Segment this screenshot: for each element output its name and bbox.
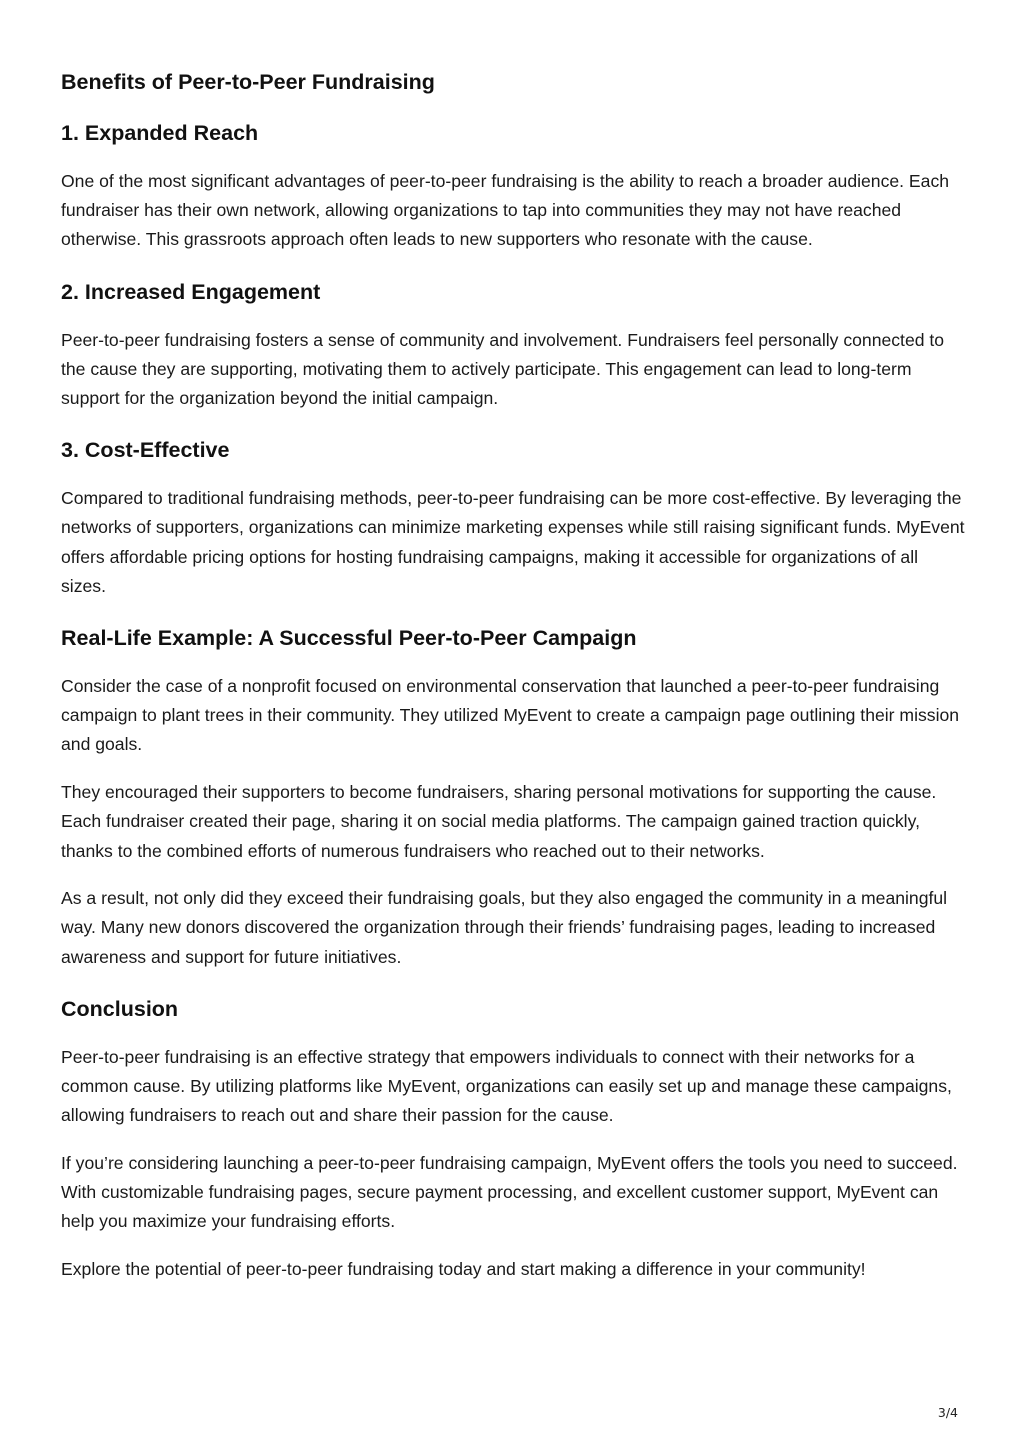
conclusion-paragraph: If you’re considering launching a peer-to-peer fundraising campaign, MyEvent offers the tools you need to succeed. With customizable fundraising pages, secure payment processing, and excellent customer support, MyEvent can help you maximize your fundraising efforts. [61,1152,958,1232]
cost-effective-paragraph: Compared to traditional fundraising methods, peer-to-peer fundraising can be more cost-effective. By leveraging the networks of supporters, organizations can minimize marketing expenses while still raising significant funds. MyEvent offers affordable pricing options for hosting fundraising campaigns, making it accessible for organizations of all sizes. [61,488,965,596]
example-paragraph: They encouraged their supporters to become fundraisers, sharing personal motivations for supporting the cause. Each fundraiser created their page, sharing it on social media platforms. The campaign gained traction quickly, thanks to the combined efforts of numerous fundraisers who reached out to their networks. [61,782,937,861]
conclusion-paragraph: Explore the potential of peer-to-peer fundraising today and start making a difference in your community! [61,1259,866,1280]
document-page [61,68,966,1284]
expanded-reach-paragraph: One of the most significant advantages of peer-to-peer fundraising is the ability to reach a broader audience. Each fundraiser has their own network, allowing organizations to tap into communities they may not have reached otherwise. This grassroots approach often leads to new supporters who resonate with the cause. [61,171,950,250]
increased-engagement-paragraph: Peer-to-peer fundraising fosters a sense of community and involvement. Fundraisers feel personally connected to the cause they are supporting, motivating them to actively participate. This engagement can lead to long-term support for the organization beyond the initial campaign. [61,329,945,409]
example-paragraph: Consider the case of a nonprofit focused on environmental conservation that launched a peer-to-peer fundraising campaign to plant trees in their community. They utilized MyEvent to create a campaign page outlining their mission and goals. [61,676,960,755]
page-number: 3/4 [937,1405,958,1420]
real-life-example-heading: Real-Life Example: A Successful Peer-to-Peer Campaign [61,626,637,651]
cost-effective-heading: 3. Cost-Effective [61,438,230,463]
conclusion-paragraph: Peer-to-peer fundraising is an effective strategy that empowers individuals to connect with their networks for a common cause. By utilizing platforms like MyEvent, organizations can easily set up and manage these campaigns, allowing fundraisers to reach out and share their passion for the cause. [61,1046,952,1126]
increased-engagement-heading: 2. Increased Engagement [61,279,321,304]
conclusion-heading: Conclusion [61,996,179,1021]
example-paragraph: As a result, not only did they exceed their fundraising goals, but they also engaged the community in a meaningful way. Many new donors discovered the organization through their friends’ fundraising pages, leading to increased awareness and support for future initiatives. [61,888,948,967]
benefits-heading: Benefits of Peer-to-Peer Fundraising [61,70,435,94]
expanded-reach-heading: 1. Expanded Reach [61,121,259,145]
